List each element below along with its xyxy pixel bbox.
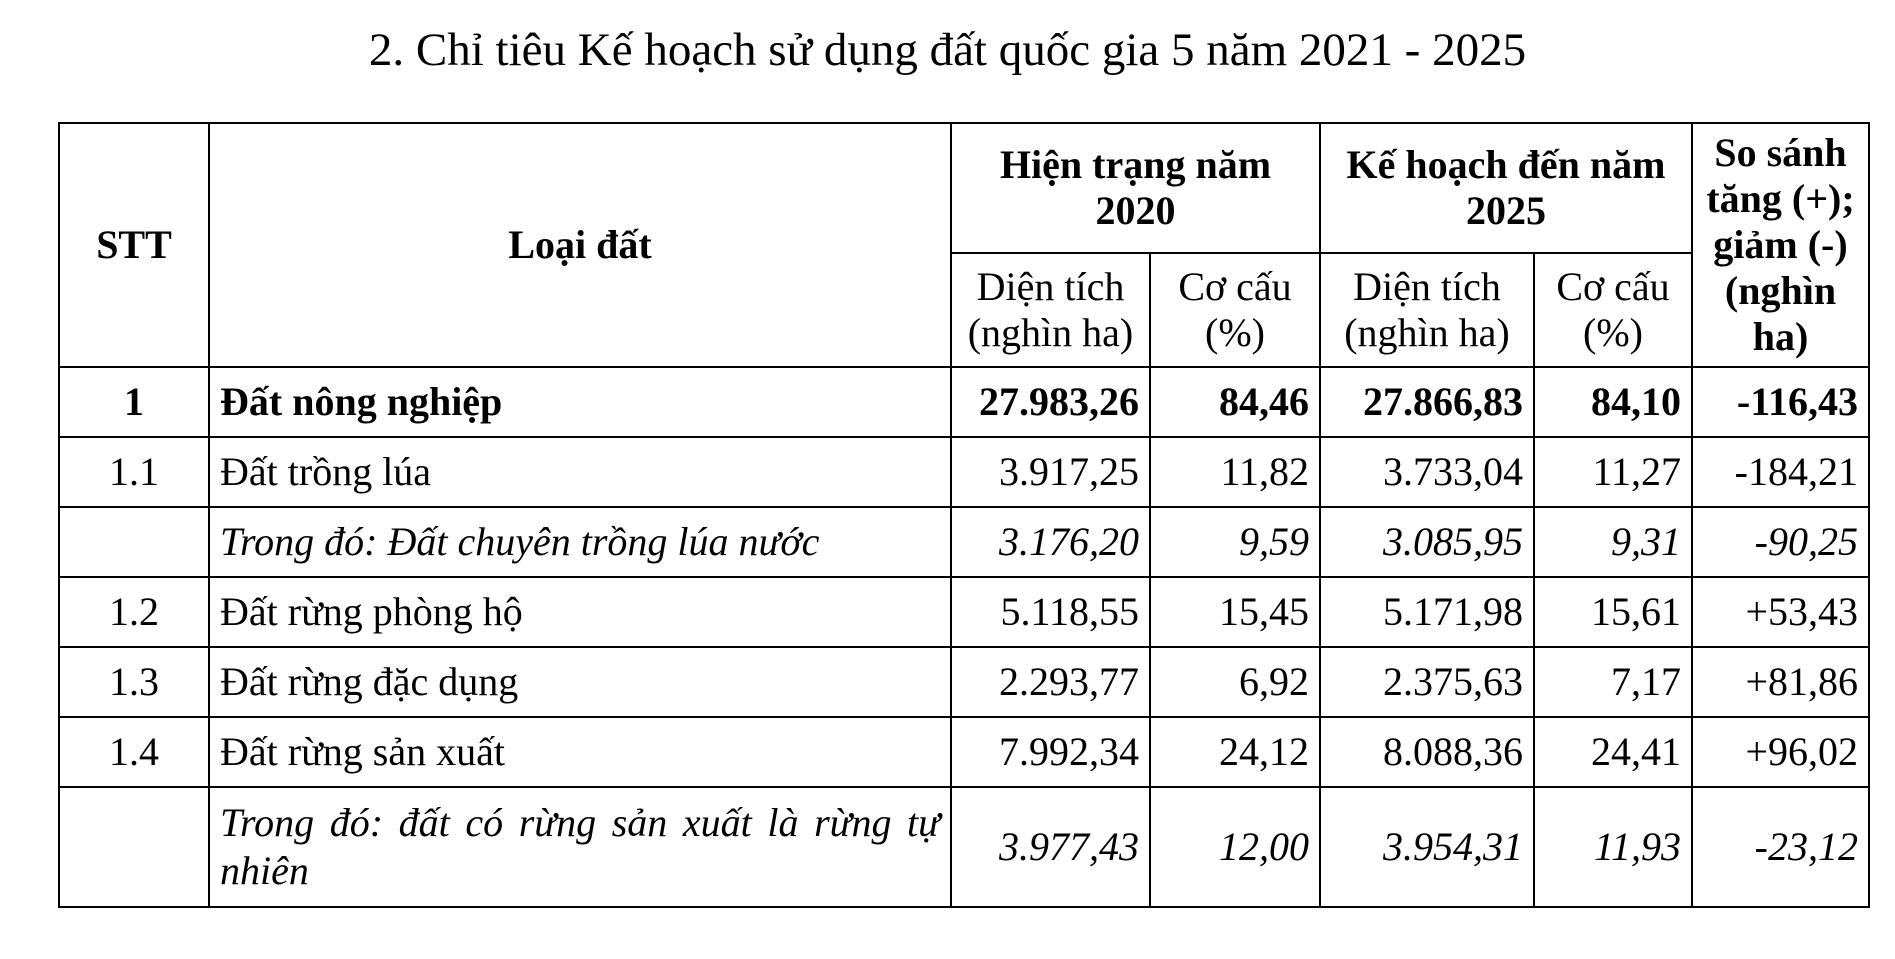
- table-row: [59, 787, 1869, 907]
- cell-co-cau-2020: 84,46: [1150, 367, 1320, 437]
- cell-dien-tich-2020: 5.118,55: [951, 577, 1150, 647]
- cell-loai-dat: Đất nông nghiệp: [209, 367, 951, 437]
- cell-stt: 1.3: [59, 647, 209, 717]
- cell-stt: 1.4: [59, 717, 209, 787]
- cell-co-cau-2025: 9,31: [1534, 507, 1692, 577]
- cell-co-cau-2020: 6,92: [1150, 647, 1320, 717]
- cell-stt: 1.1: [59, 437, 209, 507]
- table-row: [59, 367, 1869, 437]
- header-hien-trang: Hiện trạng năm 2020: [951, 123, 1320, 253]
- cell-dien-tich-2020: 27.983,26: [951, 367, 1150, 437]
- cell-stt: 1.2: [59, 577, 209, 647]
- cell-co-cau-2020: 12,00: [1150, 787, 1320, 907]
- cell-co-cau-2020: 9,59: [1150, 507, 1320, 577]
- cell-dien-tich-2025: 5.171,98: [1320, 577, 1534, 647]
- cell-dien-tich-2020: 2.293,77: [951, 647, 1150, 717]
- cell-so-sanh: +53,43: [1692, 577, 1869, 647]
- cell-loai-dat: Đất rừng đặc dụng: [209, 647, 951, 717]
- table-row: [59, 717, 1869, 787]
- table-row: [59, 437, 1869, 507]
- header-co-cau-2020: Cơ cấu (%): [1150, 253, 1320, 367]
- cell-so-sanh: +96,02: [1692, 717, 1869, 787]
- cell-co-cau-2025: 24,41: [1534, 717, 1692, 787]
- cell-loai-dat: Trong đó: Đất chuyên trồng lúa nước: [209, 507, 951, 577]
- header-stt: STT: [59, 123, 209, 367]
- cell-dien-tich-2025: 3.733,04: [1320, 437, 1534, 507]
- cell-so-sanh: +81,86: [1692, 647, 1869, 717]
- cell-co-cau-2025: 11,93: [1534, 787, 1692, 907]
- cell-co-cau-2020: 11,82: [1150, 437, 1320, 507]
- cell-co-cau-2025: 15,61: [1534, 577, 1692, 647]
- cell-co-cau-2020: 24,12: [1150, 717, 1320, 787]
- cell-stt: [59, 507, 209, 577]
- cell-co-cau-2020: 15,45: [1150, 577, 1320, 647]
- cell-stt: [59, 787, 209, 907]
- header-so-sanh: So sánh tăng (+); giảm (-) (nghìn ha): [1692, 123, 1869, 367]
- cell-loai-dat: Trong đó: đất có rừng sản xuất là rừng tự nhiên: [209, 787, 951, 907]
- header-dien-tich-2025: Diện tích (nghìn ha): [1320, 253, 1534, 367]
- cell-so-sanh: -116,43: [1692, 367, 1869, 437]
- cell-dien-tich-2020: 3.176,20: [951, 507, 1150, 577]
- cell-co-cau-2025: 11,27: [1534, 437, 1692, 507]
- cell-co-cau-2025: 7,17: [1534, 647, 1692, 717]
- table-row: [59, 577, 1869, 647]
- table-row: [59, 647, 1869, 717]
- cell-dien-tich-2025: 2.375,63: [1320, 647, 1534, 717]
- cell-dien-tich-2025: 3.954,31: [1320, 787, 1534, 907]
- header-loai-dat: Loại đất: [209, 123, 951, 367]
- cell-loai-dat: Đất rừng phòng hộ: [209, 577, 951, 647]
- cell-so-sanh: -90,25: [1692, 507, 1869, 577]
- cell-loai-dat: Đất rừng sản xuất: [209, 717, 951, 787]
- cell-dien-tich-2020: 3.917,25: [951, 437, 1150, 507]
- header-dien-tich-2020: Diện tích (nghìn ha): [951, 253, 1150, 367]
- cell-co-cau-2025: 84,10: [1534, 367, 1692, 437]
- cell-dien-tich-2020: 7.992,34: [951, 717, 1150, 787]
- header-co-cau-2025: Cơ cấu (%): [1534, 253, 1692, 367]
- header-ke-hoach: Kế hoạch đến năm 2025: [1320, 123, 1692, 253]
- table-row: [59, 507, 1869, 577]
- cell-stt: 1: [59, 367, 209, 437]
- page-title: 2. Chỉ tiêu Kế hoạch sử dụng đất quốc gia 5 năm 2021 - 2025: [368, 24, 1527, 76]
- cell-dien-tich-2025: 27.866,83: [1320, 367, 1534, 437]
- cell-dien-tich-2025: 8.088,36: [1320, 717, 1534, 787]
- cell-so-sanh: -23,12: [1692, 787, 1869, 907]
- cell-loai-dat: Đất trồng lúa: [209, 437, 951, 507]
- land-use-table: [58, 122, 1870, 908]
- cell-so-sanh: -184,21: [1692, 437, 1869, 507]
- cell-dien-tich-2025: 3.085,95: [1320, 507, 1534, 577]
- cell-dien-tich-2020: 3.977,43: [951, 787, 1150, 907]
